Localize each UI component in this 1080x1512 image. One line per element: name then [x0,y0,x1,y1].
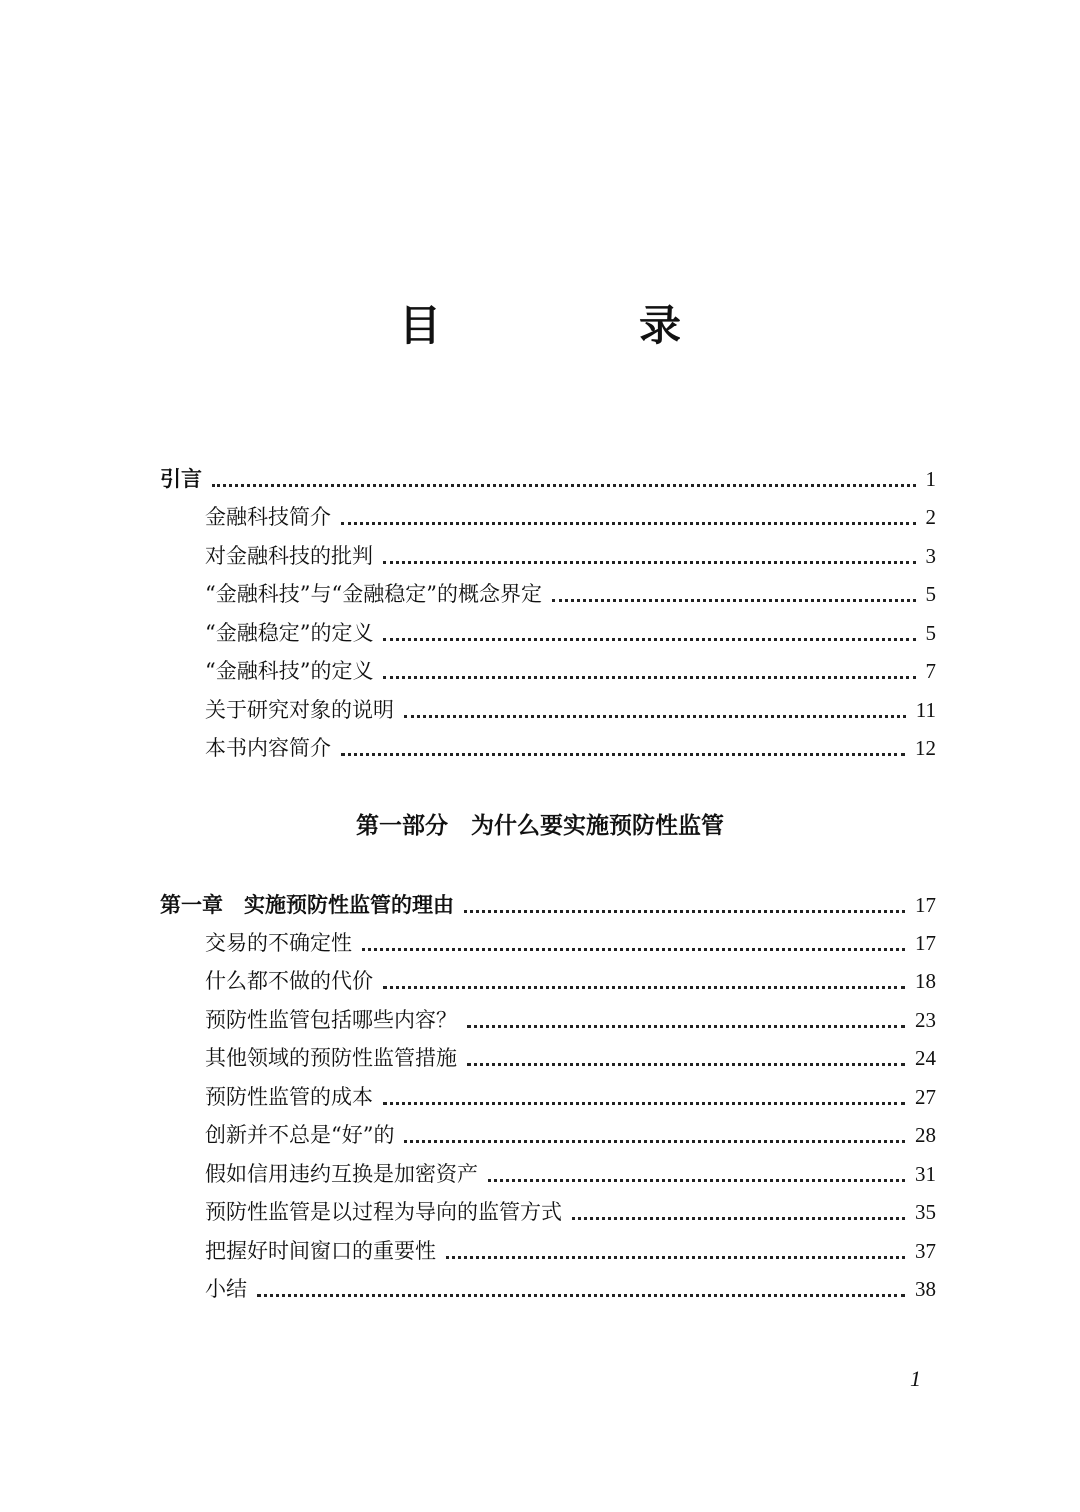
toc-entry[interactable] [205,1232,936,1270]
toc-leader-dots [383,561,916,564]
toc-label: 第一章 实施预防性监管的理由 [160,893,454,917]
toc-page-number: 31 [915,1162,936,1186]
toc-page-number: 38 [915,1277,936,1301]
toc-page-number: 27 [915,1085,936,1109]
toc-entry[interactable] [205,1116,936,1154]
toc-page-number: 17 [915,931,936,955]
toc-label: 其他领域的预防性监管措施 [205,1046,457,1070]
toc-leader-dots [383,1102,905,1105]
toc-page-number: 7 [925,659,936,683]
toc-page-number: 28 [915,1123,936,1147]
toc-entry[interactable] [205,575,936,613]
toc-label: 对金融科技的批判 [205,544,373,568]
toc-leader-dots [341,753,905,756]
toc-leader-dots [446,1256,905,1259]
toc-label: 关于研究对象的说明 [205,698,394,722]
toc-page-number: 12 [915,736,936,760]
part-heading: 第一部分 为什么要实施预防性监管 [356,813,724,839]
toc-entry[interactable] [205,537,936,575]
toc-label: 假如信用违约互换是加密资产 [205,1162,478,1186]
toc-label: 什么都不做的代价 [205,969,373,993]
toc-page-number: 17 [915,893,936,917]
toc-leader-dots [404,1140,905,1143]
toc-leader-dots [341,522,916,525]
toc-leader-dots [383,638,915,641]
toc-entry[interactable] [205,1039,936,1077]
page-number: 1 [910,1366,921,1391]
toc-page-number: 1 [925,467,936,491]
toc-label: 预防性监管是以过程为导向的监管方式 [205,1200,562,1224]
toc-leader-dots [467,1025,905,1028]
toc-leader-dots [464,910,905,913]
toc-leader-dots [383,986,905,989]
toc-page-number: 24 [915,1046,936,1070]
toc-leader-dots [467,1063,905,1066]
toc-page-number: 23 [915,1008,936,1032]
toc-page-number: 5 [925,582,936,606]
page-title: 目 录 [398,301,759,350]
toc-label: 交易的不确定性 [205,931,352,955]
toc-entry[interactable] [205,1155,936,1193]
toc-page-number: 11 [915,698,936,722]
toc-leader-dots [488,1179,905,1182]
toc-label: 预防性监管的成本 [205,1085,373,1109]
toc-entry[interactable] [205,1078,936,1116]
toc-label: 创新并不总是“好”的 [205,1123,395,1147]
toc-leader-dots [572,1217,905,1220]
toc-leader-dots [362,948,905,951]
toc-entry[interactable] [205,1001,936,1039]
toc-entry[interactable] [205,691,936,729]
toc-label: 预防性监管包括哪些内容？ [205,1008,457,1032]
toc-page-number: 35 [915,1200,936,1224]
toc-entry[interactable] [205,614,936,652]
toc-label: “金融科技”与“金融稳定”的概念界定 [205,582,542,606]
toc-label: 小结 [205,1277,247,1301]
toc-page-number: 37 [915,1239,936,1263]
toc-label: “金融稳定”的定义 [205,621,374,645]
toc-page-number: 2 [925,505,936,529]
toc-entry[interactable] [205,498,936,536]
toc-leader-dots [257,1294,905,1297]
toc-entry[interactable] [205,962,936,1000]
toc-entry[interactable] [205,924,936,962]
toc-entry[interactable] [205,1193,936,1231]
toc-heading-intro[interactable] [160,460,936,498]
toc-label: 把握好时间窗口的重要性 [205,1239,436,1263]
toc-label: 本书内容简介 [205,736,331,760]
toc-entry[interactable] [205,1270,936,1308]
toc-entry[interactable] [205,729,936,767]
toc-page-number: 18 [915,969,936,993]
toc-leader-dots [383,676,915,679]
toc-page-number: 3 [925,544,936,568]
toc-entry[interactable] [205,652,936,690]
toc-label: 金融科技简介 [205,505,331,529]
toc-heading-chapter-1[interactable] [160,886,936,924]
toc-leader-dots [212,484,916,487]
toc-leader-dots [552,599,916,602]
toc-leader-dots [404,715,906,718]
toc-page-number: 5 [925,621,936,645]
toc-label: 引言 [160,467,202,491]
toc-label: “金融科技”的定义 [205,659,374,683]
